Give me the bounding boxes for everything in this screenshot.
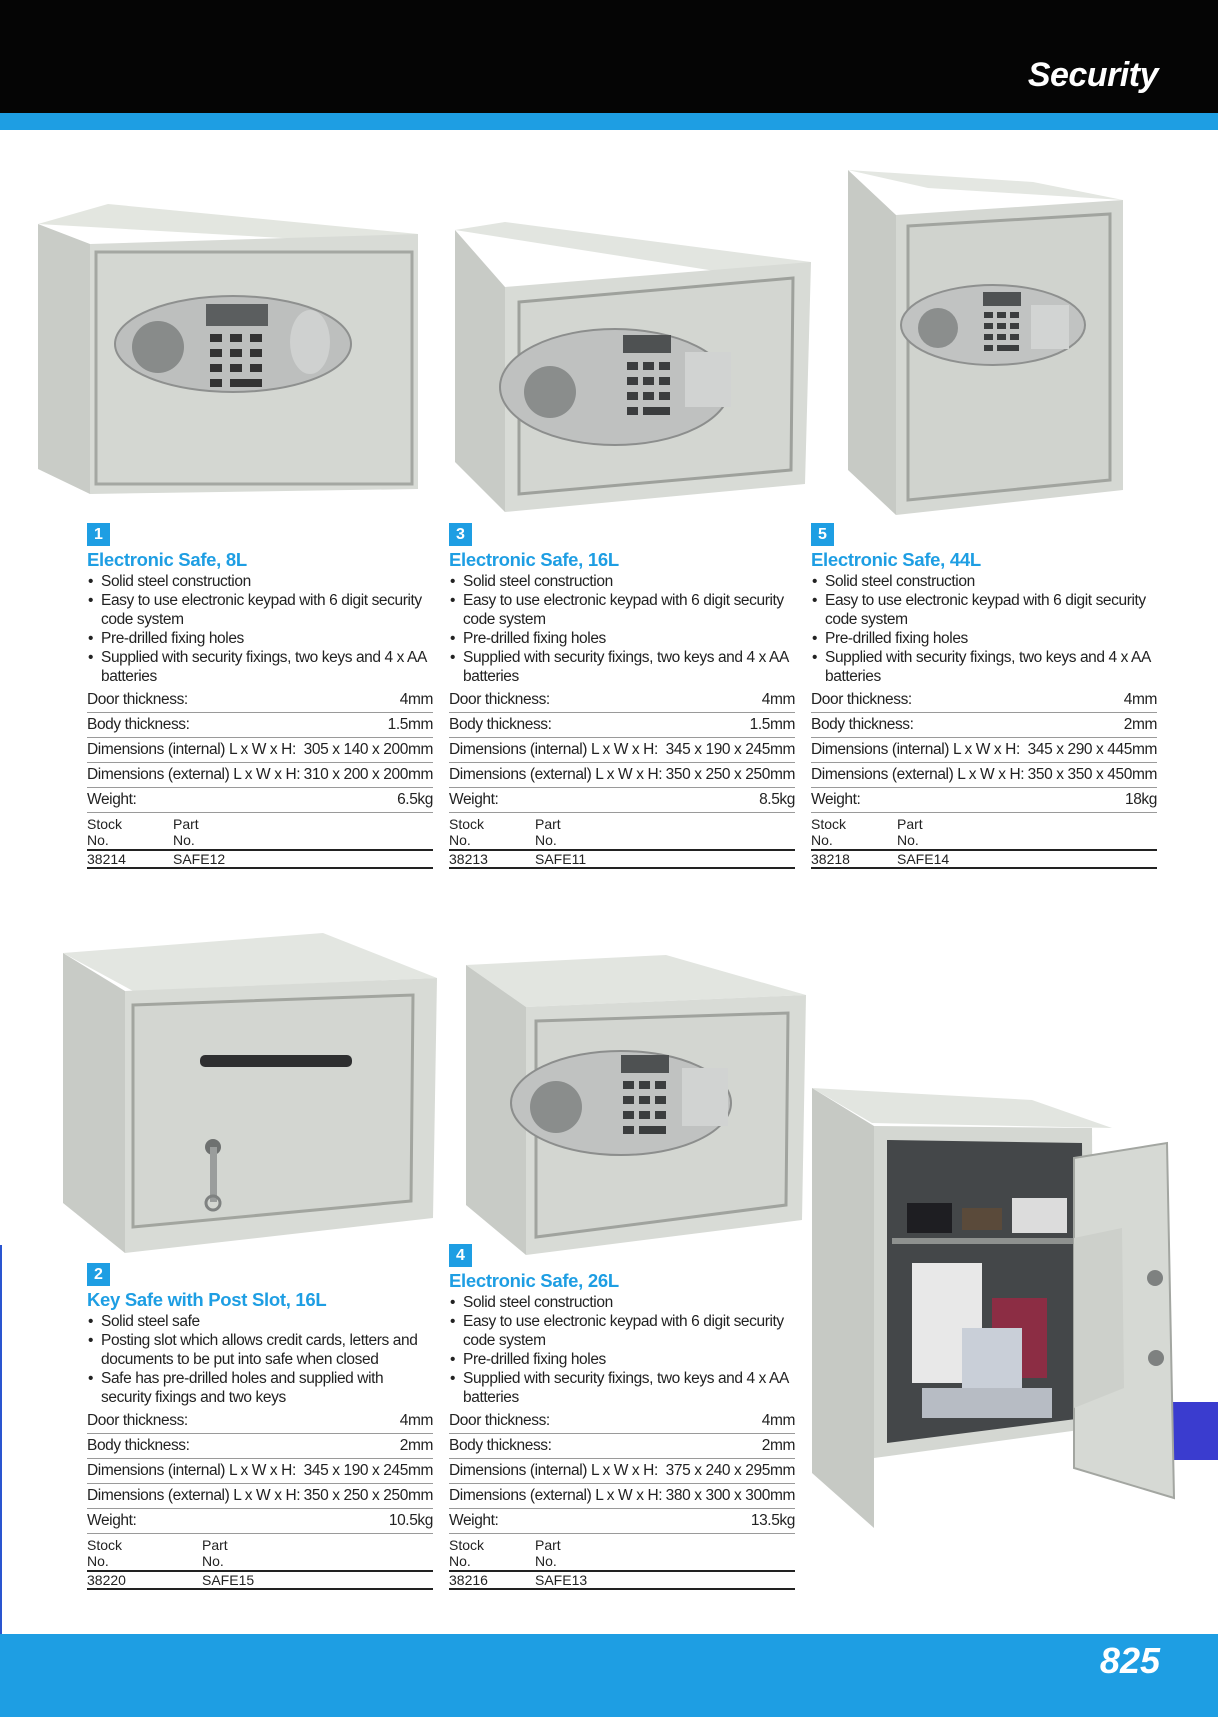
product-title: Key Safe with Post Slot, 16L: [87, 1289, 327, 1310]
spec-row: [87, 1409, 433, 1434]
stock-table: [87, 1537, 433, 1590]
stock-header: No.: [449, 1553, 471, 1569]
header-stripe: [0, 113, 1218, 130]
stock-header: No.: [811, 832, 833, 848]
spec-row: [811, 763, 1157, 788]
part-header: Part: [202, 1537, 228, 1553]
spec-label: Dimensions (internal) L x W x H:: [87, 1462, 296, 1479]
product-card-safe14: [811, 523, 1157, 869]
feature-list: [449, 572, 795, 686]
stock-number: 38220: [87, 1572, 126, 1588]
feature-item: • Solid steel safe: [87, 1312, 433, 1331]
spec-row: [811, 788, 1157, 813]
spec-value: 8.5kg: [759, 791, 795, 808]
product-title: Electronic Safe, 8L: [87, 549, 247, 570]
left-edge-rule: [0, 1245, 2, 1635]
part-header: Part: [535, 1537, 561, 1553]
part-header: No.: [173, 832, 195, 848]
spec-label: Door thickness:: [449, 1412, 550, 1429]
spec-label: Body thickness:: [449, 716, 552, 733]
spec-row: [87, 1459, 433, 1484]
spec-row: [449, 1509, 795, 1534]
spec-label: Dimensions (internal) L x W x H:: [449, 741, 658, 758]
spec-value: 310 x 200 x 200mm: [303, 766, 433, 783]
spec-value: 4mm: [1123, 691, 1157, 708]
feature-item: • Easy to use electronic keypad with 6 digit security code system: [449, 591, 795, 629]
product-card-safe13: [449, 1244, 795, 1590]
spec-label: Body thickness:: [449, 1437, 552, 1454]
spec-label: Weight:: [449, 791, 499, 808]
spec-value: 1.5mm: [387, 716, 433, 733]
spec-label: Door thickness:: [449, 691, 550, 708]
stock-header: No.: [449, 832, 471, 848]
spec-row: [449, 788, 795, 813]
part-header: No.: [535, 832, 557, 848]
feature-list: [449, 1293, 795, 1407]
spec-label: Door thickness:: [811, 691, 912, 708]
spec-value: 380 x 300 x 300mm: [665, 1487, 795, 1504]
spec-row: [87, 788, 433, 813]
spec-label: Dimensions (internal) L x W x H:: [811, 741, 1020, 758]
spec-label: Dimensions (external) L x W x H:: [87, 1487, 301, 1504]
stock-number: 38216: [449, 1572, 488, 1588]
stock-number: 38213: [449, 851, 488, 867]
product-title: Electronic Safe, 26L: [449, 1270, 619, 1291]
product-image-safe12: [38, 204, 423, 494]
product-image-safe15: [63, 933, 437, 1253]
stock-header: Stock: [811, 816, 847, 832]
product-title: Electronic Safe, 16L: [449, 549, 619, 570]
spec-value: 6.5kg: [397, 791, 433, 808]
page-number: 825: [1099, 1640, 1160, 1681]
stock-table: [449, 816, 795, 869]
spec-row: [449, 738, 795, 763]
feature-item: • Pre-drilled fixing holes: [87, 629, 433, 648]
spec-row: [87, 1509, 433, 1534]
stock-header: No.: [87, 1553, 109, 1569]
spec-value: 345 x 290 x 445mm: [1027, 741, 1157, 758]
spec-value: 350 x 350 x 450mm: [1027, 766, 1157, 783]
spec-value: 305 x 140 x 200mm: [303, 741, 433, 758]
product-image-safe13: [466, 955, 806, 1255]
product-title: Electronic Safe, 44L: [811, 549, 981, 570]
stock-number: 38218: [811, 851, 850, 867]
part-header: No.: [897, 832, 919, 848]
stock-header: Stock: [449, 1537, 485, 1553]
product-image-safe11: [455, 222, 811, 512]
part-number: SAFE14: [897, 851, 950, 867]
part-number: SAFE13: [535, 1572, 588, 1588]
spec-value: 10.5kg: [388, 1512, 433, 1529]
part-header: Part: [897, 816, 923, 832]
feature-item: • Supplied with security fixings, two keys and 4 x AA batteries: [811, 648, 1157, 686]
product-image-open-safe: [812, 1088, 1177, 1528]
product-card-safe15: [87, 1263, 433, 1590]
spec-label: Dimensions (external) L x W x H:: [811, 766, 1025, 783]
spec-row: [87, 1484, 433, 1509]
stock-header: Stock: [87, 1537, 123, 1553]
part-header: No.: [535, 1553, 557, 1569]
feature-item: • Supplied with security fixings, two keys and 4 x AA batteries: [449, 1369, 795, 1407]
spec-value: 350 x 250 x 250mm: [303, 1487, 433, 1504]
feature-item: • Posting slot which allows credit cards, letters and documents to be put into safe when closed: [87, 1331, 433, 1369]
feature-item: • Solid steel construction: [449, 1293, 795, 1312]
spec-value: 345 x 190 x 245mm: [665, 741, 795, 758]
section-tab: [1172, 1402, 1218, 1460]
feature-item: • Supplied with security fixings, two keys and 4 x AA batteries: [87, 648, 433, 686]
spec-row: [87, 1434, 433, 1459]
spec-label: Door thickness:: [87, 691, 188, 708]
spec-value: 4mm: [761, 691, 795, 708]
stock-header: Stock: [449, 816, 485, 832]
spec-value: 2mm: [399, 1437, 433, 1454]
product-card-safe11: [449, 523, 795, 869]
feature-list: [811, 572, 1157, 686]
spec-row: [87, 763, 433, 788]
feature-item: • Safe has pre-drilled holes and supplied with security fixings and two keys: [87, 1369, 433, 1407]
feature-item: • Solid steel construction: [811, 572, 1157, 591]
spec-value: 13.5kg: [750, 1512, 795, 1529]
spec-value: 1.5mm: [749, 716, 795, 733]
spec-row: [449, 1484, 795, 1509]
stock-table: [87, 816, 433, 869]
feature-item: • Supplied with security fixings, two keys and 4 x AA batteries: [449, 648, 795, 686]
spec-value: 350 x 250 x 250mm: [665, 766, 795, 783]
spec-label: Weight:: [87, 1512, 137, 1529]
spec-row: [449, 1409, 795, 1434]
feature-item: • Easy to use electronic keypad with 6 digit security code system: [87, 591, 433, 629]
stock-table: [449, 1537, 795, 1590]
stock-table: [811, 816, 1157, 869]
spec-label: Weight:: [449, 1512, 499, 1529]
spec-row: [87, 738, 433, 763]
stock-header: Stock: [87, 816, 123, 832]
spec-row: [811, 738, 1157, 763]
spec-label: Dimensions (external) L x W x H:: [87, 766, 301, 783]
feature-item: • Pre-drilled fixing holes: [811, 629, 1157, 648]
spec-row: [811, 688, 1157, 713]
feature-item: • Easy to use electronic keypad with 6 digit security code system: [449, 1312, 795, 1350]
feature-item: • Pre-drilled fixing holes: [449, 1350, 795, 1369]
feature-list: [87, 1312, 433, 1407]
product-image-safe14: [848, 170, 1123, 515]
spec-value: 18kg: [1124, 791, 1157, 808]
part-number: SAFE15: [202, 1572, 255, 1588]
spec-value: 4mm: [399, 691, 433, 708]
part-header: Part: [173, 816, 199, 832]
spec-row: [449, 1434, 795, 1459]
product-number-badge: 4: [449, 1244, 472, 1267]
page-footer: [0, 1634, 1218, 1717]
feature-item: • Solid steel construction: [449, 572, 795, 591]
spec-row: [449, 1459, 795, 1484]
spec-value: 2mm: [1123, 716, 1157, 733]
spec-value: 345 x 190 x 245mm: [303, 1462, 433, 1479]
product-number-badge: 3: [449, 523, 472, 546]
spec-row: [87, 713, 433, 738]
spec-value: 375 x 240 x 295mm: [665, 1462, 795, 1479]
spec-row: [449, 688, 795, 713]
spec-row: [811, 713, 1157, 738]
spec-label: Weight:: [811, 791, 861, 808]
product-number-badge: 5: [811, 523, 834, 546]
spec-row: [87, 688, 433, 713]
stock-header: No.: [87, 832, 109, 848]
part-number: SAFE11: [535, 851, 587, 867]
spec-label: Dimensions (internal) L x W x H:: [87, 741, 296, 758]
stock-number: 38214: [87, 851, 126, 867]
spec-label: Body thickness:: [87, 1437, 190, 1454]
spec-value: 2mm: [761, 1437, 795, 1454]
product-number-badge: 2: [87, 1263, 110, 1286]
product-card-safe12: [87, 523, 433, 869]
spec-label: Dimensions (external) L x W x H:: [449, 766, 663, 783]
part-number: SAFE12: [173, 851, 226, 867]
spec-label: Door thickness:: [87, 1412, 188, 1429]
feature-item: • Easy to use electronic keypad with 6 digit security code system: [811, 591, 1157, 629]
spec-value: 4mm: [761, 1412, 795, 1429]
part-header: Part: [535, 816, 561, 832]
part-header: No.: [202, 1553, 224, 1569]
spec-label: Dimensions (external) L x W x H:: [449, 1487, 663, 1504]
section-title: Security: [1027, 56, 1158, 94]
spec-label: Weight:: [87, 791, 137, 808]
spec-value: 4mm: [399, 1412, 433, 1429]
spec-label: Body thickness:: [87, 716, 190, 733]
spec-label: Dimensions (internal) L x W x H:: [449, 1462, 658, 1479]
feature-item: • Solid steel construction: [87, 572, 433, 591]
spec-label: Body thickness:: [811, 716, 914, 733]
spec-row: [449, 763, 795, 788]
feature-item: • Pre-drilled fixing holes: [449, 629, 795, 648]
feature-list: [87, 572, 433, 686]
product-number-badge: 1: [87, 523, 110, 546]
spec-row: [449, 713, 795, 738]
